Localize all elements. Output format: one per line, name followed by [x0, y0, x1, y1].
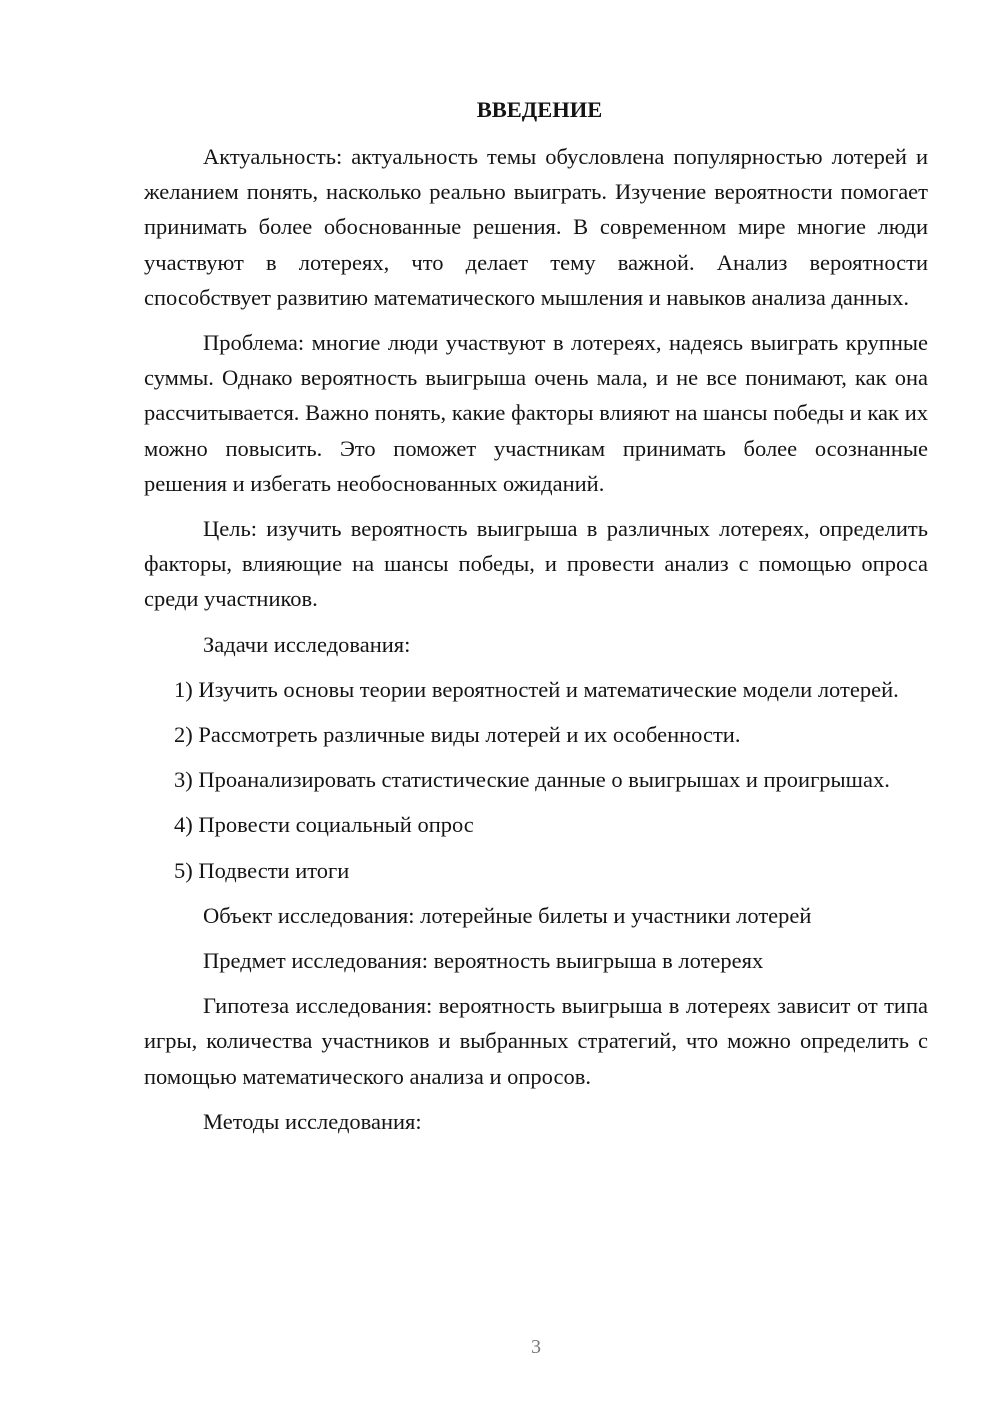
task-item-1: 1) Изучить основы теории вероятностей и математические модели лотерей.	[174, 676, 899, 702]
page-number: 3	[531, 1336, 541, 1358]
task-item-5: 5) Подвести итоги	[174, 857, 350, 883]
methods-title: Методы исследования:	[203, 1108, 422, 1134]
page-content	[144, 92, 928, 1139]
hypothesis-paragraph: Гипотеза исследования: вероятность выигрыша в лотереях зависит от типа игры, количества участников и выбранных стратегий, что можно определить с помощью математического анализа и опросов.	[144, 993, 928, 1089]
goal-paragraph: Цель: изучить вероятность выигрыша в различных лотереях, определить факторы, влияющие на шансы победы, и провести анализ с помощью опроса среди участников.	[144, 516, 928, 612]
research-object-paragraph: Объект исследования: лотерейные билеты и участники лотерей	[203, 902, 812, 928]
task-item-4: 4) Провести социальный опрос	[174, 812, 474, 838]
task-item-3: 3) Проанализировать статистические данные о выигрышах и проигрышах.	[174, 767, 890, 793]
relevance-paragraph: Актуальность: актуальность темы обусловлена популярностью лотерей и желанием понять, насколько реально выиграть. Изучение вероятности помогает принимать более обоснованные решения. В современном мире многие люди участвуют в лотереях, что делает тему важной. Анализ вероятности способствует развитию математического мышления и навыков анализа данных.	[144, 144, 928, 310]
section-heading: ВВЕДЕНИЕ	[476, 97, 603, 122]
task-item-2: 2) Рассмотреть различные виды лотерей и их особенности.	[174, 722, 741, 748]
problem-paragraph: Проблема: многие люди участвуют в лотереях, надеясь выиграть крупные суммы. Однако вероятность выигрыша очень мала, и не все понимают, как она рассчитывается. Важно понять, какие факторы влияют на шансы победы и как их можно повысить. Это поможет участникам принимать более осознанные решения и избегать необоснованных ожиданий.	[144, 330, 928, 496]
tasks-list	[144, 672, 928, 888]
research-subject-paragraph: Предмет исследования: вероятность выигрыша в лотереях	[203, 948, 764, 974]
tasks-title: Задачи исследования:	[203, 631, 411, 657]
